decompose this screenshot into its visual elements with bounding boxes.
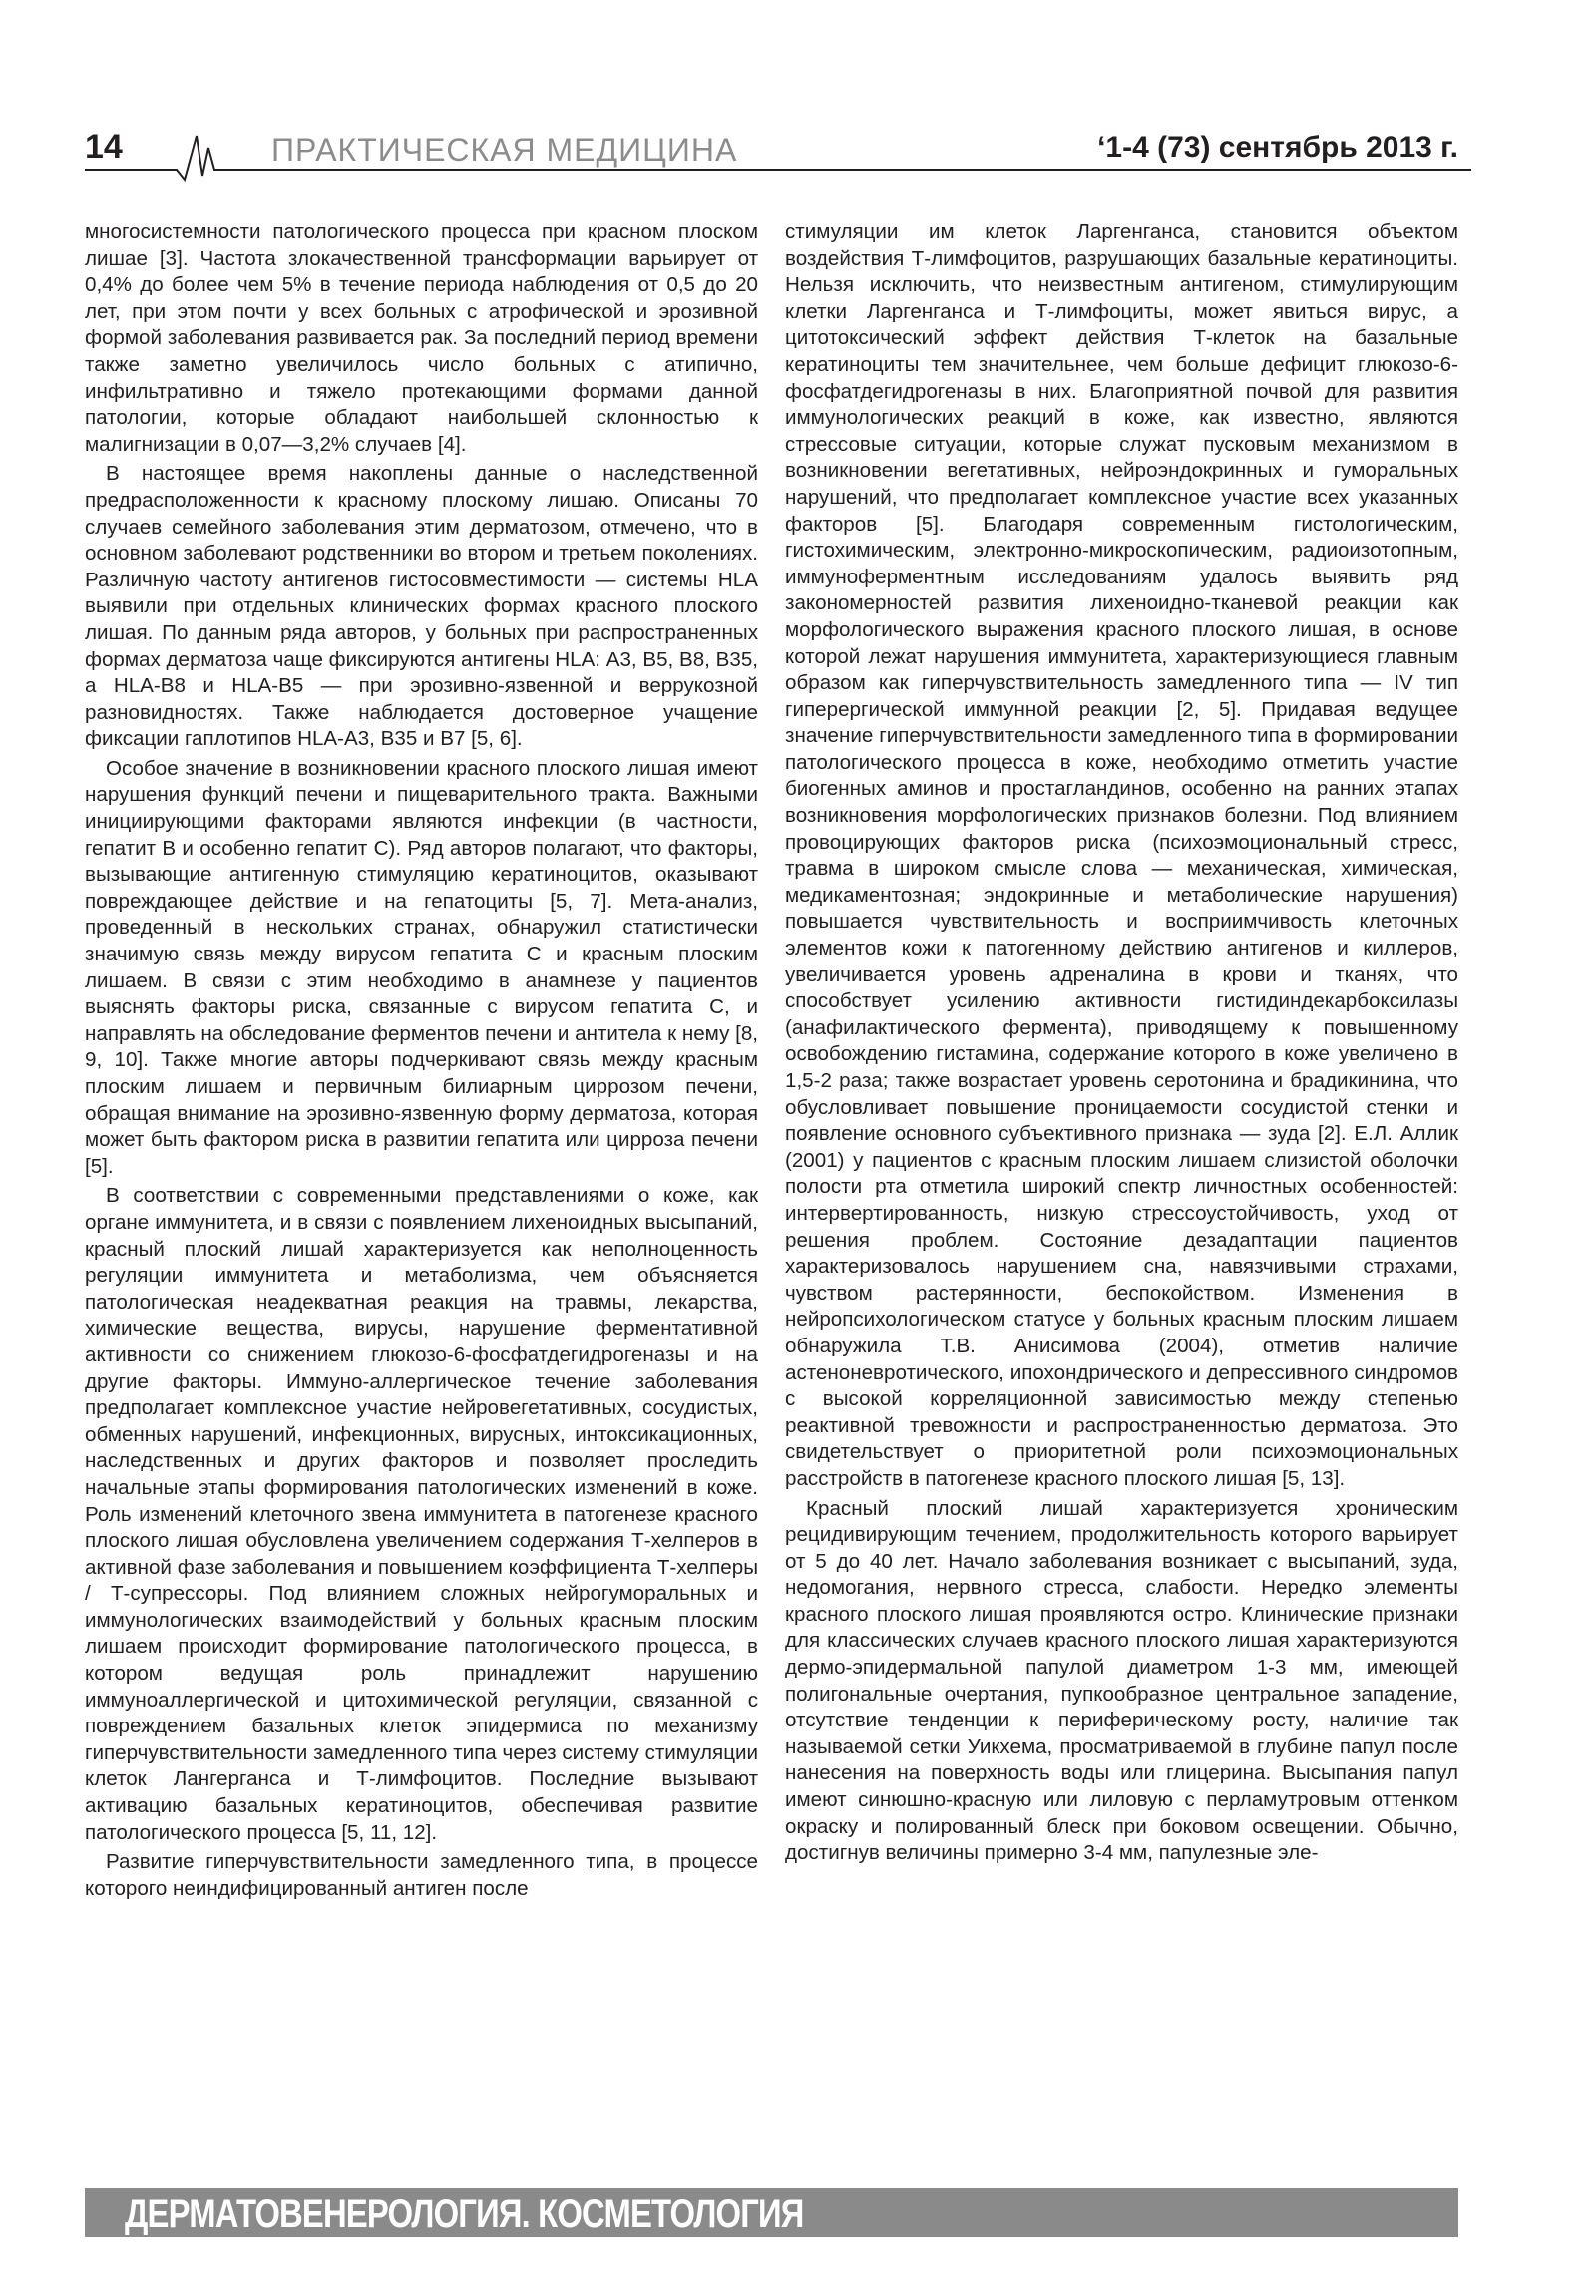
paragraph: В соответствии с современными представлениями о коже, как органе иммунитета, и в связи с появлением лихеноидных высыпаний, красный плоский лишай характеризуется как неполноценность регуляции иммунитета и метаболизма, чем объясняется патологическая неадекватная реакция на травмы, лекарства, химические вещества, вирусы, нарушение ферментативной активности со снижением глюкозо-6-фосфатдегидрогеназы и на другие факторы. Иммуно-аллергическое течение заболевания предполагает комплексное участие нейровегетативных, сосудистых, обменных нарушений, инфекционных, вирусных, интоксикационных, наследственных и других факторов и позволяет проследить начальные этапы формирования патологических изменений в коже. Роль изменений клеточного звена иммунитета в патогенезе красного плоского лишая обусловлена увеличением содержания Т-хелперов в активной фазе заболевания и повышением коэффициента Т-хелперы / Т-супрессоры. Под влиянием сложных нейрогуморальных и иммунологических взаимодействий у больных красным плоским лишаем происходит формирование патологического процесса, в котором ведущая роль принадлежит нарушению иммуноаллергической и цитохимической регуляции, связанной с повреждением базальных клеток эпидермиса по механизму гиперчувствительности замедленного типа через систему стимуляции клеток Лангерганса и Т-лимфоцитов. Последние вызывают активацию базальных кератиноцитов, обеспечивая развитие патологического процесса [5, 11, 12]. — [85, 1184, 758, 1844]
paragraph: Особое значение в возникновении красного плоского лишая имеют нарушения функций печени и пищеварительного тракта. Важными инициирующими факторами являются инфекции (в частности, гепатит В и особенно гепатит С). Ряд авторов полагают, что факторы, вызывающие антигенную стимуляцию кератиноцитов, оказывают повреждающее действие и на гепатоциты [5, 7]. Мета-анализ, проведенный в нескольких странах, обнаружил статистически значимую связь между вирусом гепатита С и красным плоским лишаем. В связи с этим необходимо в анамнезе у пациентов выяснять факторы риска, связанные с вирусом гепатита С, и направлять на обследование ферментов печени и антитела к нему [8, 9, 10]. Также многие авторы подчеркивают связь между красным плоским лишаем и первичным билиарным циррозом печени, обращая внимание на эрозивно-язвенную форму дерматоза, которая может быть фактором риска в развитии гепатита или цирроза печени [5]. — [85, 756, 758, 1178]
section-footer-band — [85, 2188, 1458, 2237]
paragraph: стимуляции им клеток Ларгенганса, становится объектом воздействия Т-лимфоцитов, разрушающих базальные кератиноциты. Нельзя исключить, что неизвестным антигеном, стимулирующим клетки Ларгенганса и Т-лимфоциты, может явиться вирус, а цитотоксический эффект действия Т-клеток на базальные кератиноциты тем значительнее, чем больше дефицит глюкозо-6-фосфатдегидрогеназы в них. Благоприятной почвой для развития иммунологических реакций в коже, как известно, являются стрессовые ситуации, которые служат пусковым механизмом в возникновении вегетативных, нейроэндокринных и гуморальных нарушений, что предполагает комплексное участие всех указанных факторов [5]. Благодаря современным гистологическим, гистохимическим, электронно-микроскопическим, радиоизотопным, иммуноферментным исследованиям удалось выявить ряд закономерностей развития лихеноидно-тканевой реакции как морфологического выражения красного плоского лишая, в основе которой лежат нарушения иммунитета, характеризующиеся главным образом как гиперчувствительность замедленного типа — IV тип гиперергической иммунной реакции [2, 5]. Придавая ведущее значение гиперчувствительности замедленного типа в формировании патологического процесса в коже, необходимо отметить участие биогенных аминов и простагландинов, особенно на ранних этапах возникновения морфологических признаков болезни. Под влиянием провоцирующих факторов риска (психоэмоциональный стресс, травма в широком смысле слова — механическая, химическая, медикаментозная; эндокринные и метаболические нарушения) повышается чувствительность и восприимчивость клеточных элементов кожи к патогенному действию антигенов и киллеров, увеличивается уровень адреналина в крови и тканях, что способствует усилению активности гистидиндекарбоксилазы (анафилактического фермента), приводящему к повышенному освобождению гистамина, содержание которого в коже увеличено в 1,5-2 раза; также возрастает уровень серотонина и брадикинина, что обусловливает повышение проницаемости сосудистой стенки и появление основного субъективного признака — зуда [2]. Е.Л. Аллик (2001) у пациентов с красным плоским лишаем слизистой оболочки полости рта отметила широкий спектр личностных особенностей: интервертированность, низкую стрессоустойчивость, уход от решения проблем. Состояние дезадаптации пациентов характеризовалось нарушением сна, навязчивыми страхами, чувством растерянности, беспокойством. Изменения в нейропсихологическом статусе у больных красным плоским лишаем обнаружила Т.В. Анисимова (2004), отметив наличие астеноневротического, ипохондрического и депрессивного синдромов с высокой корреляционной зависимостью между степенью реактивной тревожности и распространенностью дерматоза. Это свидетельствует о приоритетной роли психоэмоциональных расстройств в патогенезе красного плоского лишая [5, 13]. — [785, 220, 1458, 1490]
column-right — [785, 219, 1458, 1902]
column-left — [85, 219, 758, 1902]
page-header — [0, 0, 1596, 199]
section-title: ДЕРМАТОВЕНЕРОЛОГИЯ. КОСМЕТОЛОГИЯ — [125, 2192, 804, 2236]
article-body — [85, 219, 1458, 1902]
paragraph: Развитие гиперчувствительности замедленного типа, в процессе которого неиндифицированный антиген после — [85, 1850, 758, 1900]
journal-title: ПРАКТИЧЕСКАЯ МЕДИЦИНА — [271, 132, 738, 168]
paragraph: многосистемности патологического процесса при красном плоском лишае [3]. Частота злокачественной трансформации варьирует от 0,4% до более чем 5% в течение периода наблюдения от 0,5 до 20 лет, при этом почти у всех больных с атрофической и эрозивной формой заболевания развивается рак. За последний период времени также заметно увеличилось число больных с атипично, инфильтративно и тяжело протекающими формами данной патологии, которые обладают наибольшей склонностью к малигнизации в 0,07—3,2% случаев [4]. — [85, 220, 758, 456]
paragraph: Красный плоский лишай характеризуется хроническим рецидивирующим течением, продолжительность которого варьирует от 5 до 40 лет. Начало заболевания возникает с высыпаний, зуда, недомогания, нервного стресса, слабости. Нередко элементы красного плоского лишая проявляются остро. Клинические признаки для классических случаев красного плоского лишая характеризуются дермо-эпидермальной папулой диаметром 1-3 мм, имеющей полигональные очертания, пупкообразное центральное западение, отсутствие тенденции к периферическому росту, наличие так называемой сетки Уикхема, просматриваемой в глубине папул после нанесения на поверхность воды или глицерина. Высыпания папул имеют синюшно-красную или лиловую с перламутровым оттенком окраску и полированный блеск при боковом освещении. Обычно, достигнув величины примерно 3-4 мм, папулезные эле- — [785, 1496, 1458, 1865]
paragraph: В настоящее время накоплены данные о наследственной предрасположенности к красному плоскому лишаю. Описаны 70 случаев семейного заболевания этим дерматозом, отмечено, что в основном заболевают родственники во втором и третьем поколениях. Различную частоту антигенов гистосовместимости — системы HLA выявили при отдельных клинических формах красного плоского лишая. По данным ряда авторов, у больных при распространенных формах дерматоза чаще фиксируются антигены HLA: А3, В5, В8, В35, а HLA-B8 и HLA-B5 — при эрозивно-язвенной и веррукозной разновидностях. Также наблюдается достоверное учащение фиксации гаплотипов HLA-A3, B35 и B7 [5, 6]. — [85, 462, 758, 751]
page-number: 14 — [85, 128, 123, 166]
issue-info: ‘1-4 (73) сентябрь 2013 г. — [1097, 131, 1458, 164]
